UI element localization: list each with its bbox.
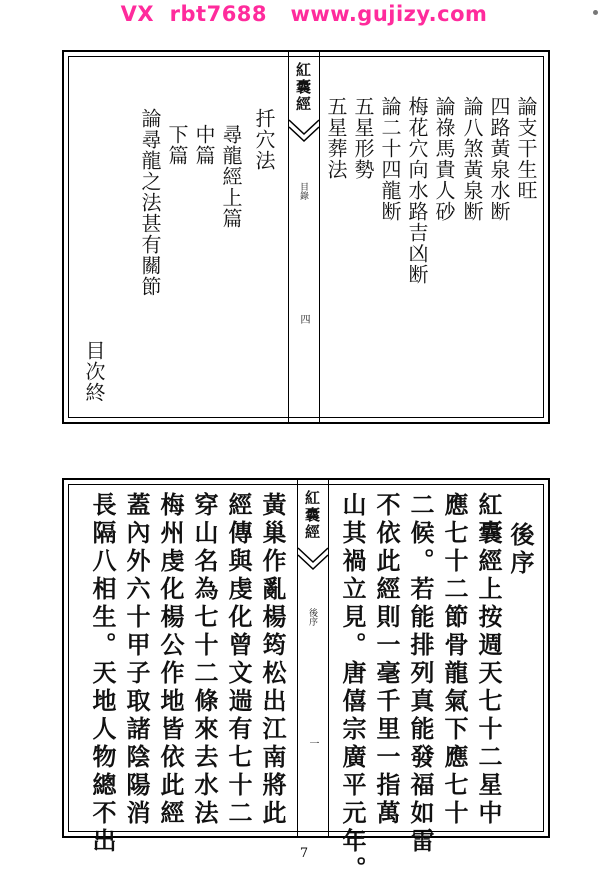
toc-entry: 中篇 (192, 124, 216, 166)
toc-entry: 論二十四龍断 (378, 96, 402, 222)
text-column: 穿山名為七十二條來去水法 (190, 492, 219, 828)
toc-entry: 論尋龍之法甚有關節 (138, 108, 162, 297)
fish-tail-mark (298, 542, 328, 572)
spine-title: 紅囊經 (303, 490, 321, 541)
text-column: 蓋內外六十甲子取諸陰陽消 (122, 492, 151, 828)
toc-entry: 四路黃泉水断 (487, 96, 511, 222)
contents-page (62, 50, 550, 424)
afterword-page (62, 478, 550, 884)
toc-entry: 論八煞黃泉断 (460, 96, 484, 222)
text-column: 黃巢作亂楊筠松出江南將此 (258, 492, 287, 828)
toc-entry: 論祿馬貴人砂 (432, 96, 456, 222)
spine-section: 目錄 (298, 182, 308, 200)
spine-title: 紅囊經 (294, 62, 312, 113)
text-column: 長隔八相生。天地人物總不出 (88, 492, 117, 856)
text-column: 二候。若能排列真能發福如雷 (406, 492, 435, 856)
toc-entry: 梅花穴向水路吉凶断 (405, 96, 429, 285)
watermark-text: VX rbt7688 www.gujizy.com (120, 2, 488, 26)
page-number: 7 (299, 846, 309, 861)
toc-entry: 下篇 (165, 124, 189, 166)
text-column: 應七十二節骨龍氣下應七十 (440, 492, 469, 828)
text-column: 紅囊經上按週天七十二星中 (474, 492, 503, 828)
afterword-heading: 後序 (506, 522, 535, 578)
toc-entry: 尋龍經上篇 (219, 124, 243, 229)
spine-section: 後序 (307, 608, 317, 626)
text-column: 山其禍立見。唐僖宗廣平元年。 (338, 492, 367, 884)
end-of-contents: 目次終 (82, 340, 106, 403)
page-spine (288, 52, 320, 422)
text-column: 不依此經則一毫千里一指萬 (372, 492, 401, 828)
corner-dot (593, 10, 598, 15)
text-column: 梅州虔化楊公作地皆依此經 (156, 492, 185, 828)
toc-entry: 論支干生旺 (514, 96, 538, 201)
spine-page-number: 四 (298, 314, 309, 324)
fish-tail-mark (289, 114, 319, 144)
toc-entry: 五星形勢 (351, 96, 375, 180)
spine-page-number: 一 (307, 738, 318, 748)
page-spine (297, 480, 329, 836)
toc-entry: 五星葬法 (324, 96, 348, 180)
toc-entry: 扦穴法 (252, 108, 276, 171)
text-column: 經傳與虔化曾文遄有七十二 (224, 492, 253, 828)
